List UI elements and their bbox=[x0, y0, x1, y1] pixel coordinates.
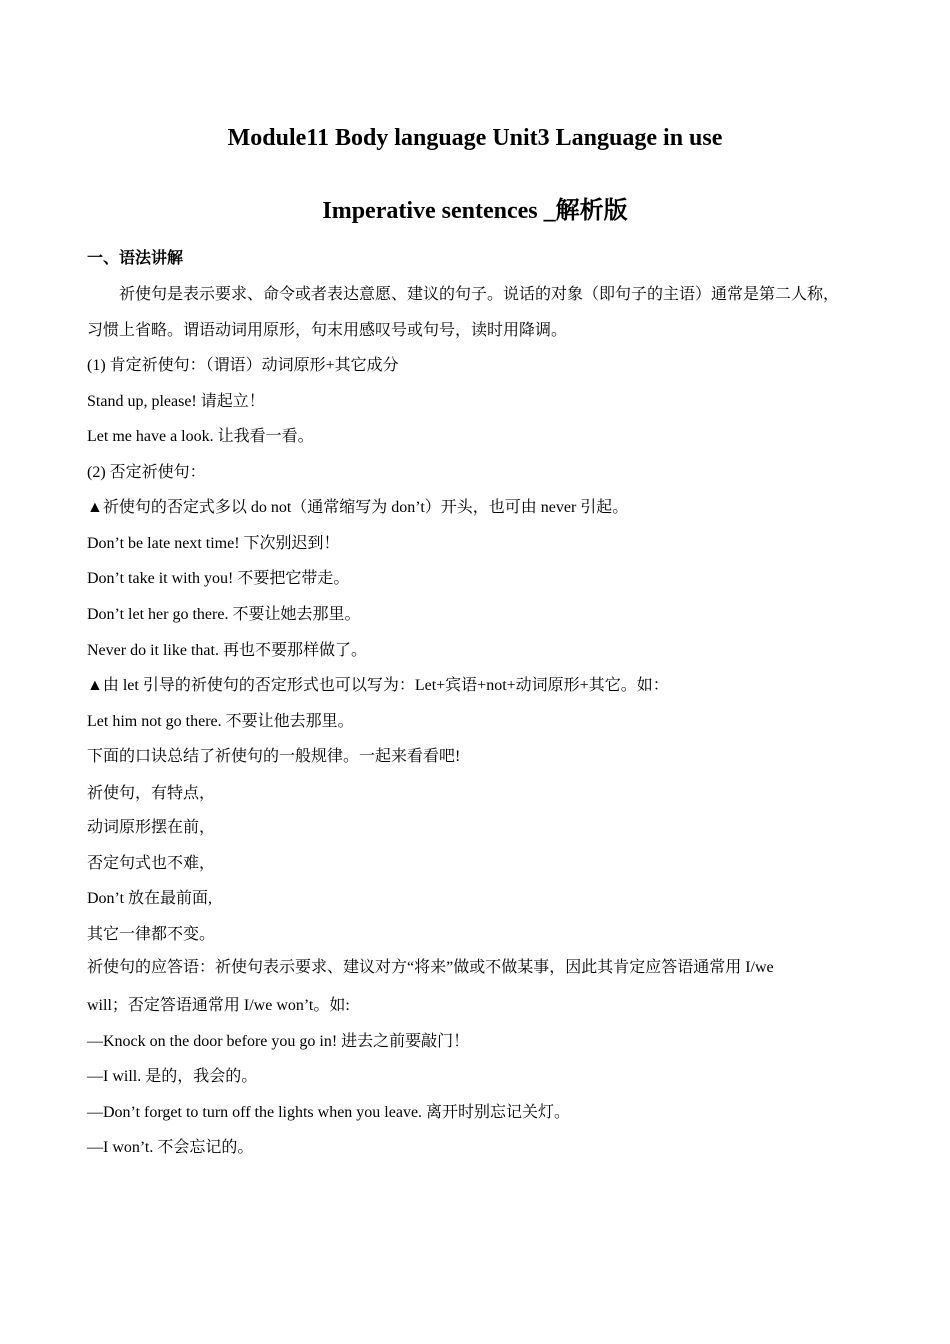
example-sentence: Don’t take it with you! 不要把它带走。 bbox=[87, 570, 350, 587]
rhyme-line: 否定句式也不难， bbox=[87, 855, 216, 872]
rule-heading: (2) 否定祈使句： bbox=[87, 464, 206, 481]
paragraph-line: will；否定答语通常用 I/we won’t。如: bbox=[87, 997, 350, 1014]
rhyme-line: 祈使句，有特点， bbox=[87, 785, 216, 802]
example-sentence: Let me have a look. 让我看一看。 bbox=[87, 428, 314, 445]
section-heading: 一、语法讲解 bbox=[87, 250, 184, 267]
rule-heading: (1) 肯定祈使句：（谓语）动词原形+其它成分 bbox=[87, 357, 399, 374]
rule-note: ▲祈使句的否定式多以 do not（通常缩写为 don’t）开头，也可由 never 引起。 bbox=[87, 499, 629, 516]
paragraph-line: 祈使句的应答语：祈使句表示要求、建议对方“将来”做或不做某事，因此其肯定应答语通常用 I/we bbox=[87, 959, 774, 976]
paragraph-line: 习惯上省略。谓语动词用原形，句末用感叹号或句号，读时用降调。 bbox=[87, 322, 568, 339]
dialogue-line: —I won’t. 不会忘记的。 bbox=[87, 1139, 254, 1156]
rule-note: ▲由 let 引导的祈使句的否定形式也可以写为：Let+宾语+not+动词原形+其它。如： bbox=[87, 677, 669, 694]
dialogue-line: —Don’t forget to turn off the lights when you leave. 离开时别忘记关灯。 bbox=[87, 1104, 571, 1121]
dialogue-line: —Knock on the door before you go in! 进去之前要敲门！ bbox=[87, 1033, 470, 1050]
rhyme-line: Don’t 放在最前面, bbox=[87, 890, 213, 907]
example-sentence: Don’t be late next time! 下次别迟到！ bbox=[87, 535, 340, 552]
example-sentence: Stand up, please! 请起立！ bbox=[87, 393, 265, 410]
rhyme-line: 其它一律都不变。 bbox=[87, 926, 216, 943]
example-sentence: Never do it like that. 再也不要那样做了。 bbox=[87, 642, 367, 659]
paragraph-line: 下面的口诀总结了祈使句的一般规律。一起来看看吧! bbox=[87, 748, 461, 765]
document-subtitle: Imperative sentences _解析版 bbox=[322, 198, 628, 224]
document-title: Module11 Body language Unit3 Language in use bbox=[227, 125, 723, 151]
dialogue-line: —I will. 是的，我会的。 bbox=[87, 1068, 258, 1085]
rhyme-line: 动词原形摆在前， bbox=[87, 819, 216, 836]
paragraph-line: 祈使句是表示要求、命令或者表达意愿、建议的句子。说话的对象（即句子的主语）通常是第二人称， bbox=[119, 286, 840, 303]
example-sentence: Don’t let her go there. 不要让她去那里。 bbox=[87, 606, 361, 623]
example-sentence: Let him not go there. 不要让他去那里。 bbox=[87, 713, 354, 730]
